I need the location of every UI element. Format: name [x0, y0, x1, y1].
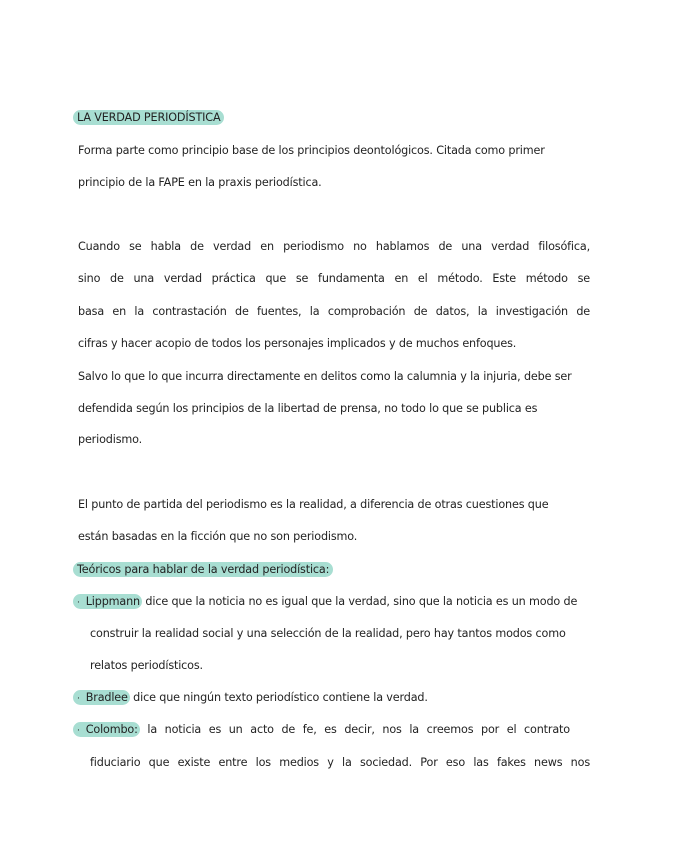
theorist-name-highlight — [73, 690, 130, 705]
list-item-colombo — [73, 722, 570, 739]
theorists-heading-highlight: Teóricos para hablar de la verdad periodística: — [73, 562, 333, 577]
paragraph-line: Forma parte como principio base de los principios deontológicos. Citada como primer — [78, 144, 545, 157]
paragraph-line: principio de la FAPE en la praxis periodística. — [78, 176, 322, 189]
heading-highlight: LA VERDAD PERIODÍSTICA — [73, 110, 224, 125]
theorist-name: Lippmann — [85, 595, 140, 608]
paragraph-line: sino de una verdad práctica que se fundamenta en el método. Este método se — [78, 272, 590, 285]
theorists-heading — [78, 562, 333, 578]
list-item-bradlee — [73, 690, 428, 707]
theorist-name-highlight — [73, 722, 140, 737]
paragraph-line: defendida según los principios de la libertad de prensa, no todo lo que se publica es — [78, 402, 538, 415]
theorist-name-highlight — [73, 594, 142, 609]
theorist-text: la noticia es un acto de fe, es decir, nos la creemos por el contrato — [139, 723, 570, 736]
theorist-name: Colombo: — [85, 723, 138, 736]
bullet-icon: · — [77, 694, 80, 704]
theorist-name: Bradlee — [85, 691, 128, 704]
paragraph-line: Cuando se habla de verdad en periodismo no hablamos de una verdad filosófica, — [78, 240, 590, 253]
paragraph-line: El punto de partida del periodismo es la realidad, a diferencia de otras cuestiones que — [78, 498, 549, 511]
bullet-icon: · — [77, 598, 80, 608]
list-item-continuation: relatos periodísticos. — [90, 659, 203, 672]
list-item-lippmann — [73, 594, 577, 611]
paragraph-line: están basadas en la ficción que no son periodismo. — [78, 530, 358, 543]
bullet-icon: · — [77, 726, 80, 736]
theorist-text: dice que la noticia no es igual que la verdad, sino que la noticia es un modo de — [142, 595, 578, 608]
theorist-text: dice que ningún texto periodístico contiene la verdad. — [129, 691, 428, 704]
paragraph-line: periodismo. — [78, 433, 143, 446]
paragraph-line: basa en la contrastación de fuentes, la comprobación de datos, la investigación de — [78, 305, 590, 318]
list-item-continuation: construir la realidad social y una selección de la realidad, pero hay tantos modos como — [90, 627, 566, 640]
paragraph-line: Salvo lo que lo que incurra directamente en delitos como la calumnia y la injuria, debe ser — [78, 370, 572, 383]
paragraph-line: cifras y hacer acopio de todos los personajes implicados y de muchos enfoques. — [78, 337, 517, 350]
list-item-continuation: fiduciario que existe entre los medios y la sociedad. Por eso las fakes news nos — [90, 756, 590, 769]
section-heading — [78, 110, 224, 126]
